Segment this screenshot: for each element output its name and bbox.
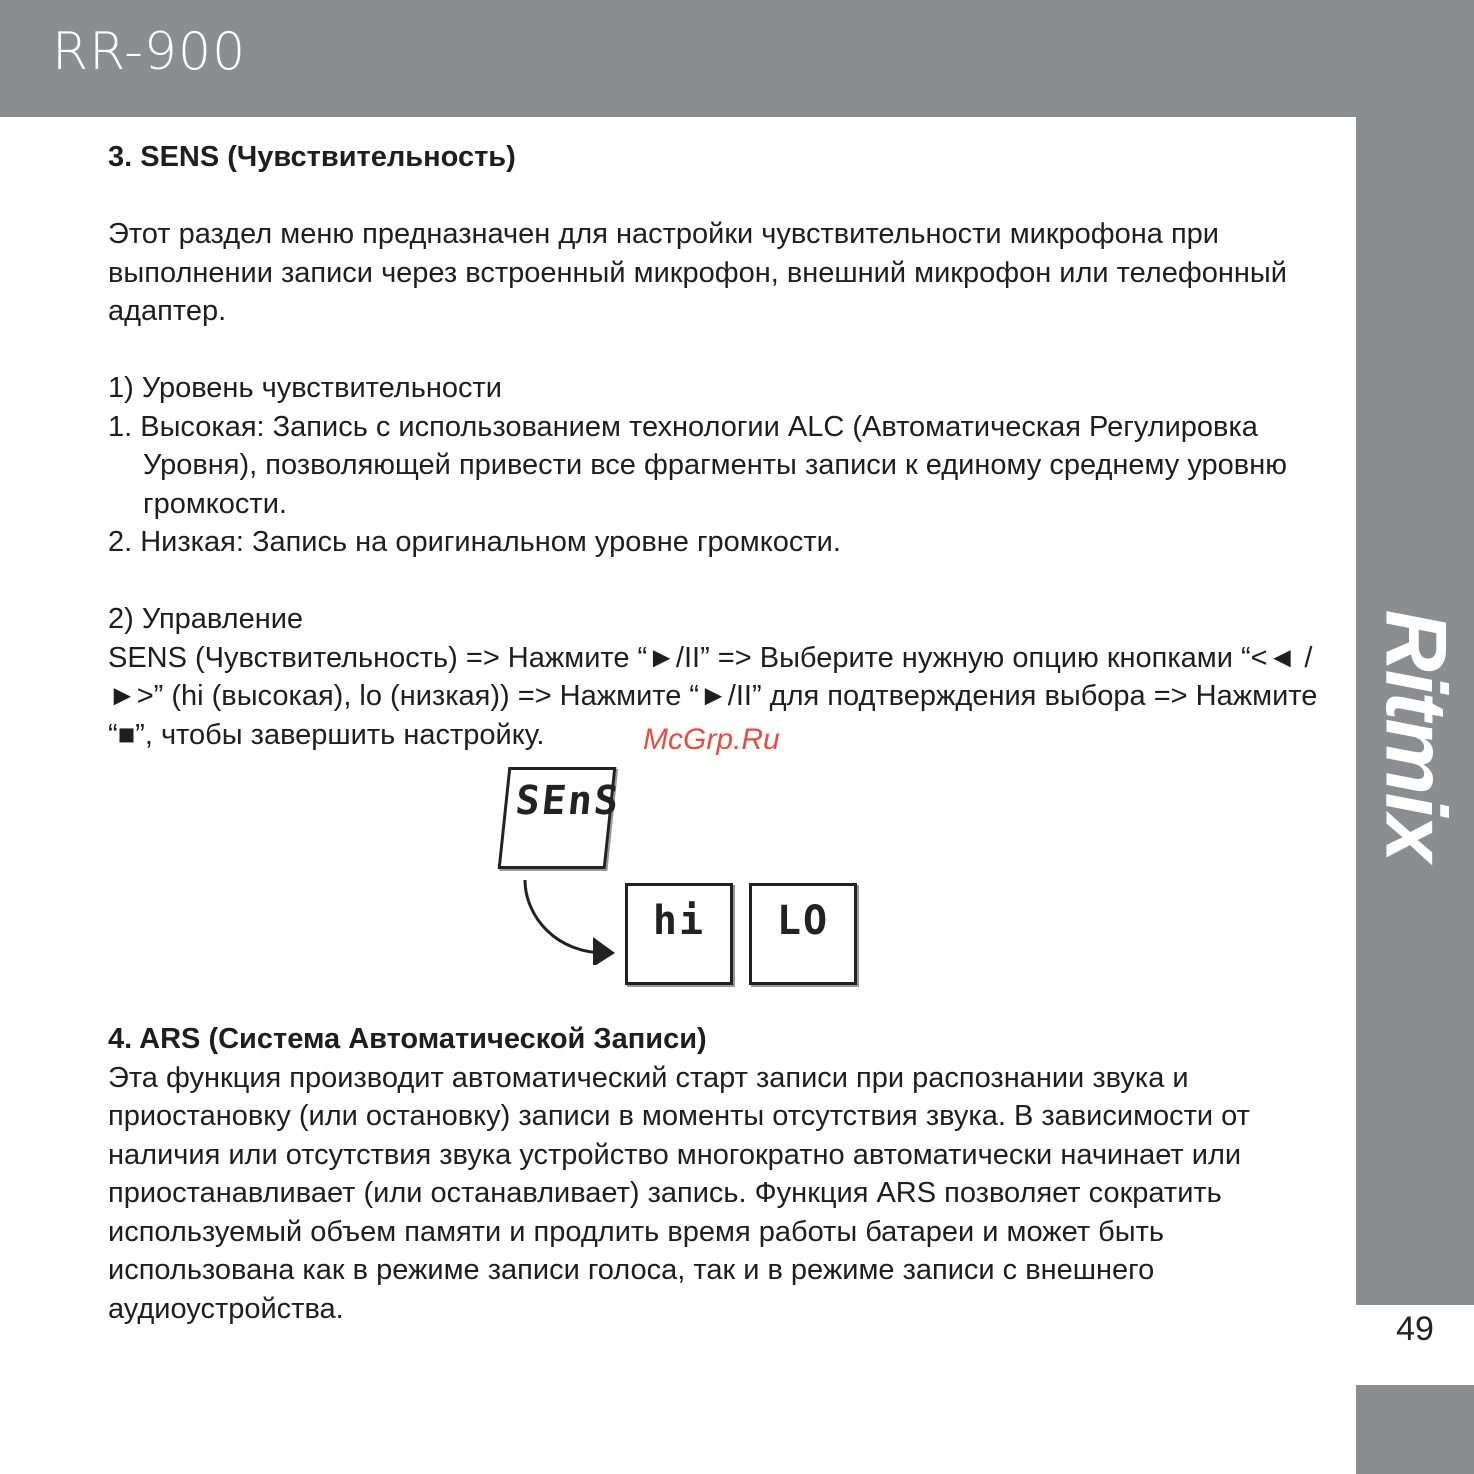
side-band-bottom — [1356, 1385, 1474, 1474]
control-text: SENS (Чувствительность) => Нажмите “►/II” => Выберите нужную опцию кнопками “<◄ / ►>” (hi (высокая), lo (низкая)) => Нажмите “►/II” для подтверждения выбора => Нажмите “■”, чтобы завершить настройку. — [108, 641, 1318, 751]
lcd-diagram — [495, 765, 875, 1000]
brand-logo: Ritmix — [1367, 609, 1464, 861]
section-sens-title: 3. SENS (Чувствительность) — [108, 141, 516, 173]
section-sens-intro: Этот раздел меню предназначен для настройки чувствительности микрофона при выполнении записи через встроенный микрофон, внешний микрофон или телефонный адаптер. — [108, 218, 1287, 327]
control-heading: 2) Управление — [108, 603, 304, 635]
section-sens — [108, 138, 1348, 754]
lcd-screen-lo: LO — [749, 883, 857, 985]
section-ars — [108, 1020, 1348, 1328]
level-heading: 1) Уровень чувствительности — [108, 372, 502, 404]
level-item-low: 2. Низкая: Запись на оригинальном уровне громкости. — [108, 526, 841, 558]
lcd-screen-hi: hi — [625, 883, 733, 985]
arrow-icon — [515, 875, 625, 965]
level-item-high: 1. Высокая: Запись с использованием технологии ALC (Автоматическая Регулировка Уровня), позволяющей привести все фрагменты записи к единому среднему уровню громкости. — [108, 410, 1287, 520]
section-ars-title: 4. ARS (Система Автоматической Записи) — [108, 1023, 707, 1055]
section-ars-text: Эта функция производит автоматический старт записи при распознании звука и приостановку (или остановку) записи в моменты отсутствия звука. В зависимости от наличия или отсутствия звука устройство многократно автоматически начинает или приостанавливает (или останавливает) запись. Функция ARS позволяет сократить используемый объем памяти и продлить время работы батареи и может быть использована как в режиме записи голоса, так и в режиме записи с внешнего аудиоустройства. — [108, 1061, 1250, 1325]
page-number: 49 — [1396, 1310, 1434, 1348]
watermark: McGrp.Ru — [643, 723, 780, 756]
lcd-screen-sens: SEnS — [498, 767, 617, 869]
model-title: RR-900 — [52, 22, 247, 82]
